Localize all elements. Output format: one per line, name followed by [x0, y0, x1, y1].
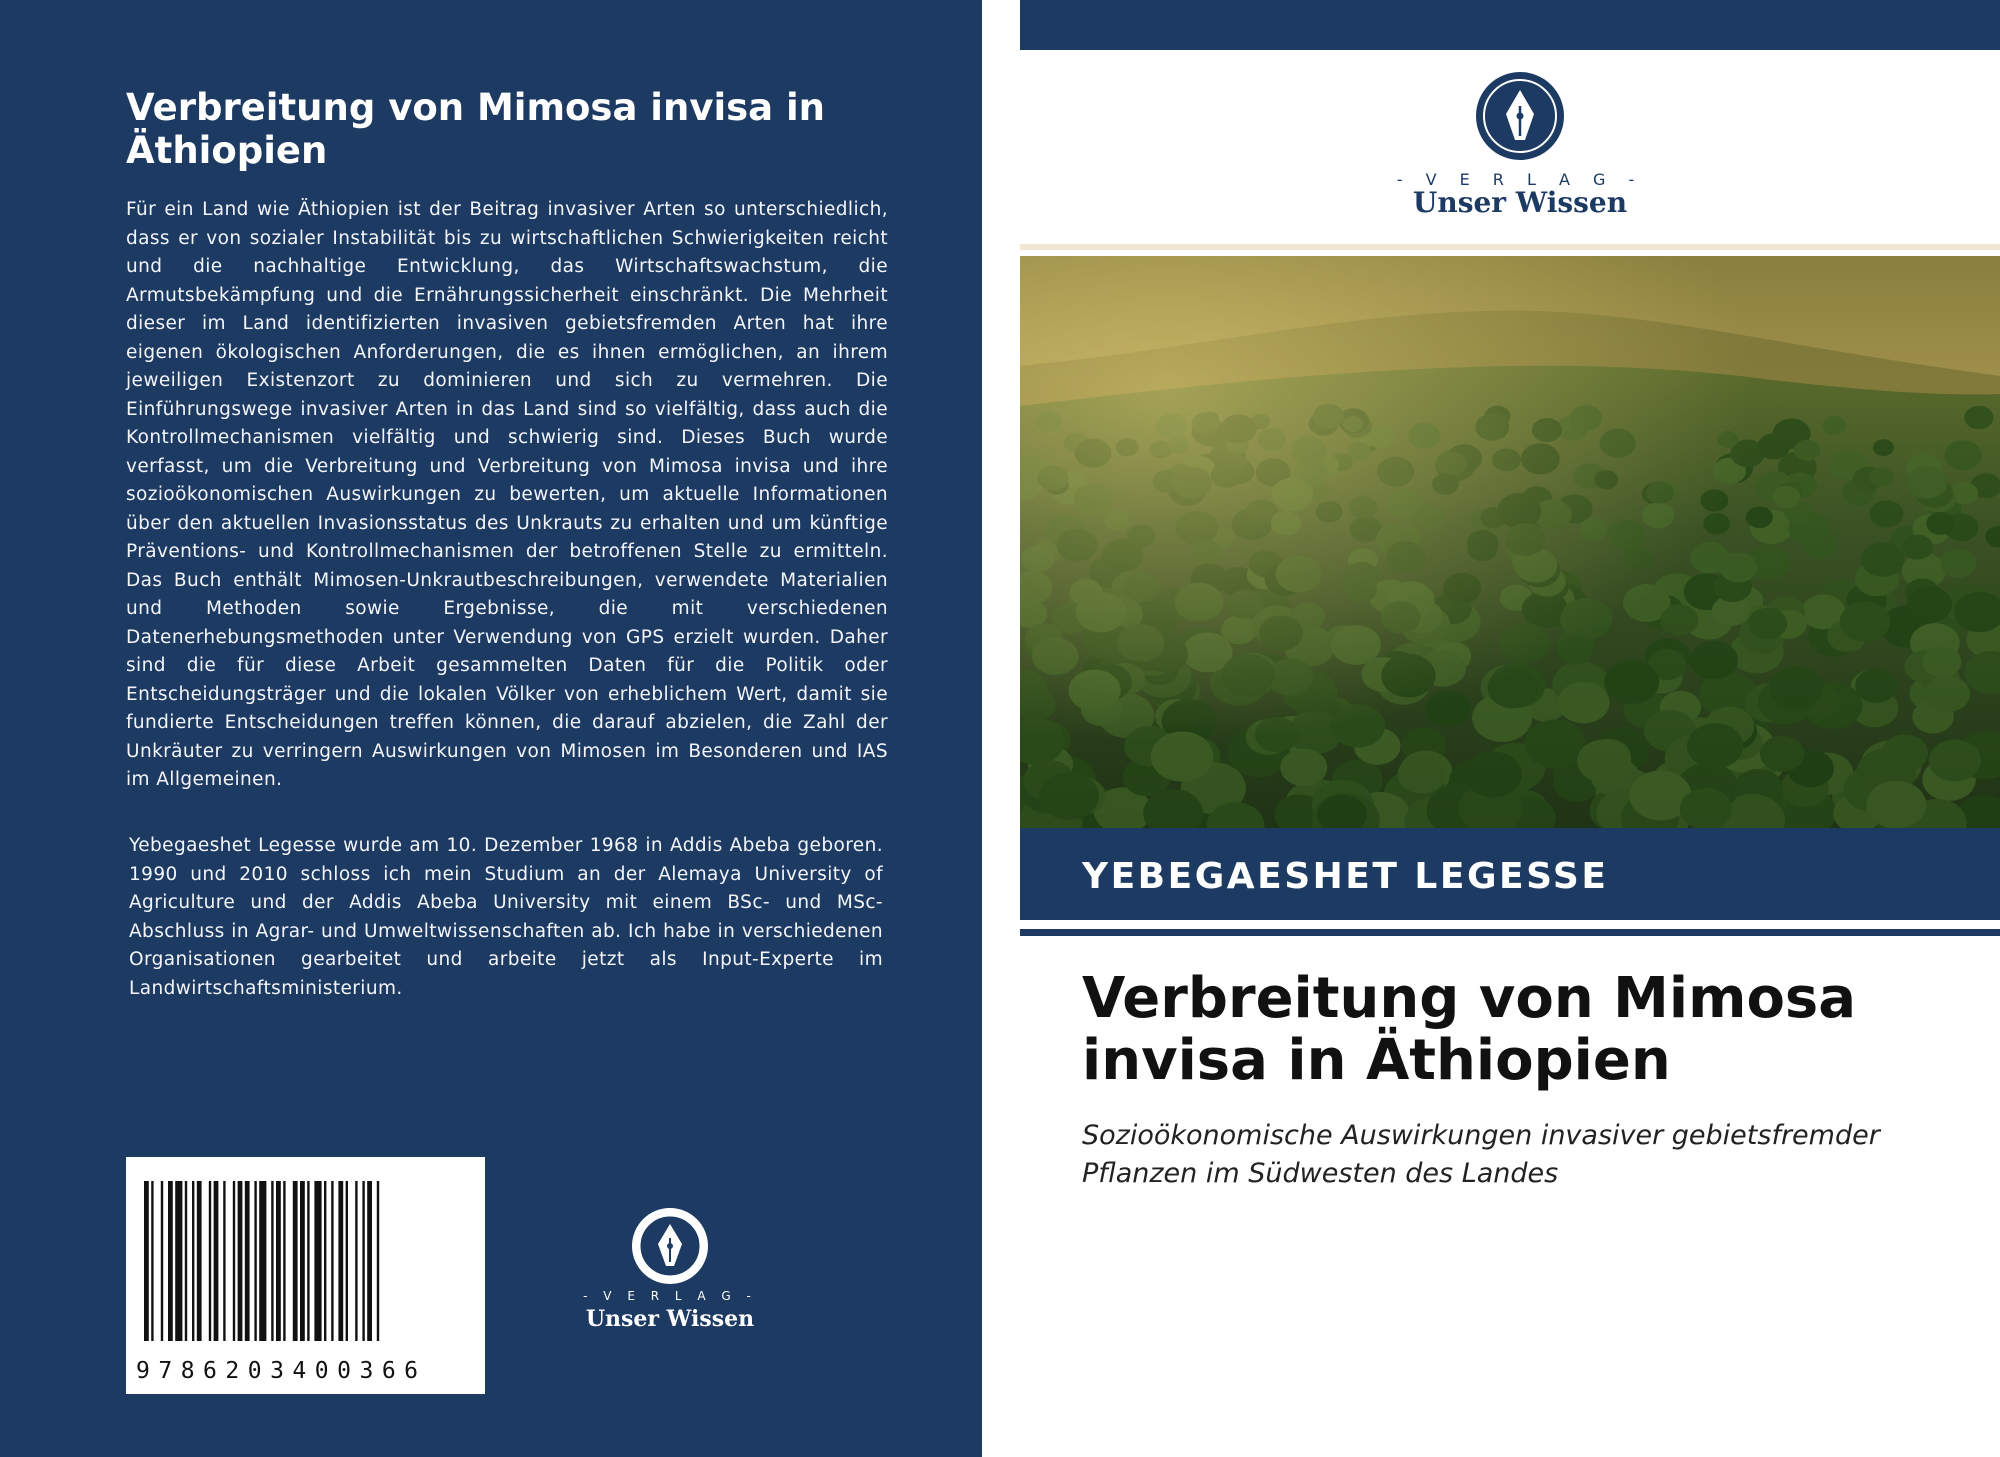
fountain-pen-nib-icon: [580, 1206, 760, 1286]
isbn-digits: 9786203400366: [136, 1358, 427, 1384]
front-cover: [1020, 0, 2000, 1457]
fountain-pen-nib-icon: [1290, 70, 1750, 166]
front-logo-verlag: - V E R L A G -: [1396, 170, 1644, 189]
author-band: [1020, 828, 2000, 920]
author-name: YEBEGAESHET LEGESSE: [1082, 856, 1609, 897]
back-logo-verlag: - V E R L A G -: [583, 1289, 757, 1303]
back-logo-brand: Unser Wissen: [585, 1306, 755, 1332]
front-cover-title: Verbreitung von Mimosa invisa in Äthiopien: [1082, 966, 1857, 1093]
book-spine: [982, 0, 1020, 1457]
forest-landscape-image: [1020, 256, 2000, 828]
isbn-barcode: [126, 1157, 485, 1394]
back-cover: [0, 0, 982, 1457]
back-cover-blurb: Für ein Land wie Äthiopien ist der Beitrag invasiver Arten so unterschiedlich, dass er von sozialer Instabilität bis zu wirtschaftlichen Schwierigkeiten reicht und die nachhaltige Entwicklung, das Wirtschaftswachstum, die Armutsbekämpfung und die Ernährungssicherheit einschränkt. Die Mehrheit dieser im Land identifizierten invasiven gebietsfremden Arten hat ihre eigenen ökologischen Anforderungen, die es ihnen ermöglichen, an ihrem jeweiligen Existenzort zu dominieren und sich zu vermehren. Die Einführungswege invasiver Arten in das Land sind so vielfältig, dass auch die Kontrollmechanismen vielfältig und schwierig sind. Dieses Buch wurde verfasst, um die Verbreitung und Verbreitung von Mimosa invisa und ihre sozioökonomischen Auswirkungen zu bewerten, um aktuelle Informationen über den aktuellen Invasionsstatus des Unkrauts zu erhalten und um künftige Präventions- und Kontrollmechanismen der betroffenen Stelle zu ermitteln. Das Buch enthält Mimosen-Unkrautbeschreibungen, verwendete Materialien und Methoden sowie Ergebnisse, die mit verschiedenen Datenerhebungsmethoden unter Verwendung von GPS erzielt wurden. Daher sind die für diese Arbeit gesammelten Daten für die Politik oder Entscheidungsträger und die lokalen Völker von erheblichem Wert, damit sie fundierte Entscheidungen treffen können, die darauf abzielen, die Zahl der Unkräuter zu verringern Auswirkungen von Mimosen im Besonderen und IAS im Allgemeinen.: [126, 199, 888, 790]
back-publisher-logo: [580, 1206, 760, 1336]
barcode-bars: [144, 1181, 469, 1341]
front-cover-subtitle: Sozioökonomische Auswirkungen invasiver gebietsfremder Pflanzen im Südwesten des Landes: [1082, 1120, 1880, 1189]
cream-divider: [1020, 244, 2000, 250]
front-logo-brand: Unser Wissen: [1412, 186, 1628, 219]
top-band: [1020, 0, 2000, 50]
front-publisher-logo: [1290, 70, 1750, 230]
author-bio: Yebegaeshet Legesse wurde am 10. Dezember 1968 in Addis Abeba geboren. 1990 und 2010 schloss ich mein Studium an der Alemaya University of Agriculture und der Addis Abeba University mit einem BSc- und MSc-Abschluss in Agrar- und Umweltwissenschaften ab. Ich habe in verschiedenen Organisationen gearbeitet und arbeite jetzt als Input-Experte im Landwirtschaftsministerium.: [129, 835, 883, 999]
back-cover-title: Verbreitung von Mimosa invisa in Äthiopien: [126, 86, 826, 172]
thin-divider: [1020, 929, 2000, 936]
